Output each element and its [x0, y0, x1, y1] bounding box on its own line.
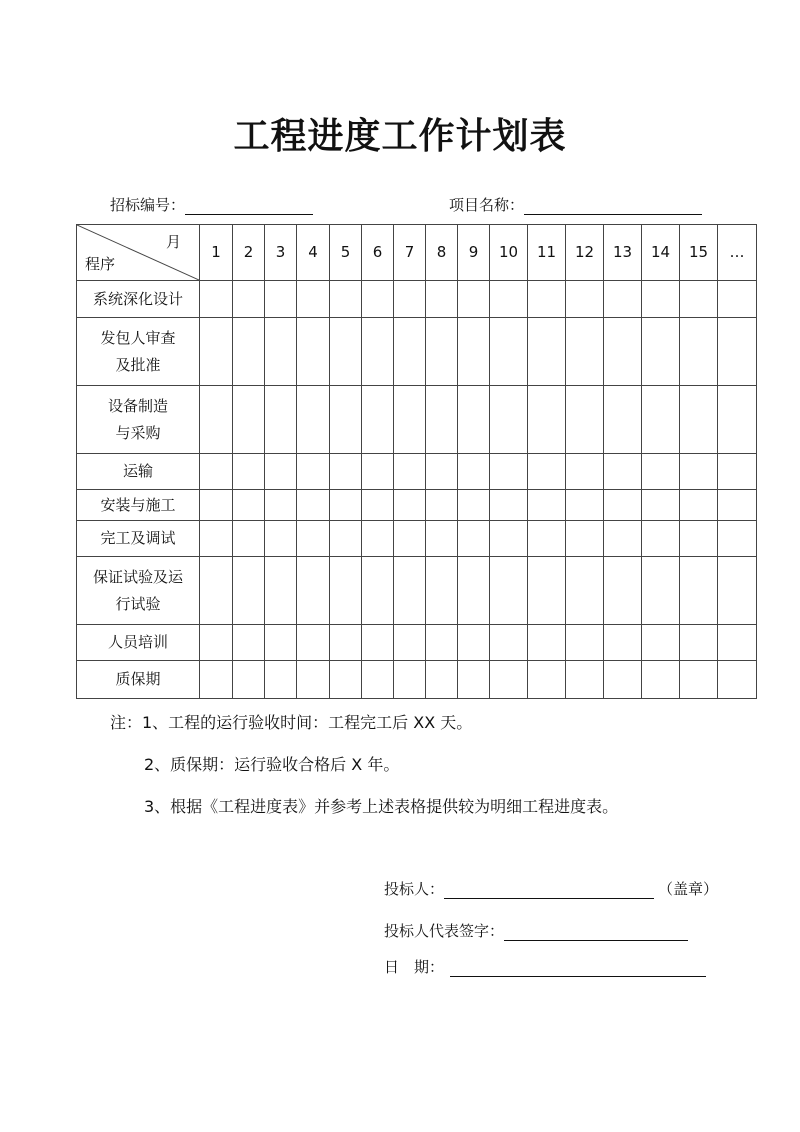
month-header-cell: 11 — [528, 225, 566, 281]
month-header-cell: 14 — [642, 225, 680, 281]
schedule-cell[interactable] — [394, 661, 426, 699]
bid-number-label: 招标编号： — [110, 196, 186, 214]
bidder-label: 投标人： — [384, 880, 445, 898]
bidder-line[interactable] — [444, 880, 654, 899]
page-title: 工程进度工作计划表 — [233, 116, 567, 157]
schedule-cell[interactable] — [528, 281, 566, 318]
month-header-cell: 1 — [200, 225, 233, 281]
schedule-cell[interactable] — [642, 454, 680, 490]
schedule-cell[interactable] — [426, 490, 458, 521]
schedule-cell[interactable] — [490, 318, 528, 386]
schedule-cell[interactable] — [200, 454, 233, 490]
month-header-cell: 13 — [604, 225, 642, 281]
schedule-cell[interactable] — [330, 454, 362, 490]
schedule-cell[interactable] — [490, 490, 528, 521]
schedule-cell[interactable] — [362, 281, 394, 318]
schedule-cell[interactable] — [680, 490, 718, 521]
schedule-cell[interactable] — [680, 661, 718, 699]
schedule-cell[interactable] — [528, 318, 566, 386]
schedule-cell[interactable] — [200, 557, 233, 625]
schedule-cell[interactable] — [604, 281, 642, 318]
table-row — [77, 386, 757, 454]
schedule-cell[interactable] — [297, 625, 330, 661]
schedule-cell[interactable] — [330, 661, 362, 699]
process-label-cell — [77, 661, 200, 699]
header-row — [77, 225, 757, 281]
schedule-cell[interactable] — [642, 557, 680, 625]
representative-line[interactable] — [504, 922, 688, 941]
process-label-line: 完工及调试 — [100, 529, 176, 547]
process-label-line: 及批准 — [115, 355, 161, 374]
schedule-cell[interactable] — [604, 521, 642, 557]
date-line[interactable] — [450, 958, 706, 977]
schedule-cell[interactable] — [528, 557, 566, 625]
schedule-cell[interactable] — [458, 454, 490, 490]
schedule-cell[interactable] — [265, 521, 297, 557]
month-axis-label: 月 — [165, 233, 181, 251]
schedule-cell[interactable] — [566, 386, 604, 454]
process-label-cell — [77, 281, 200, 318]
bidder-field — [384, 878, 718, 899]
schedule-cell[interactable] — [528, 625, 566, 661]
process-label-line: 发包人审查 — [100, 328, 176, 347]
schedule-cell[interactable] — [394, 521, 426, 557]
schedule-cell[interactable] — [490, 661, 528, 699]
month-header-cell: 5 — [330, 225, 362, 281]
schedule-cell[interactable] — [265, 386, 297, 454]
month-header-cell: 10 — [490, 225, 528, 281]
schedule-cell[interactable] — [200, 625, 233, 661]
month-header-cell: … — [718, 225, 757, 281]
schedule-cell[interactable] — [394, 318, 426, 386]
schedule-cell[interactable] — [604, 386, 642, 454]
schedule-cell[interactable] — [394, 281, 426, 318]
schedule-cell[interactable] — [458, 490, 490, 521]
schedule-cell[interactable] — [718, 454, 757, 490]
schedule-cell[interactable] — [265, 281, 297, 318]
schedule-cell[interactable] — [233, 318, 265, 386]
schedule-cell[interactable] — [426, 625, 458, 661]
schedule-cell[interactable] — [458, 521, 490, 557]
schedule-cell[interactable] — [265, 318, 297, 386]
schedule-cell[interactable] — [233, 386, 265, 454]
representative-field — [384, 920, 688, 941]
schedule-cell[interactable] — [394, 557, 426, 625]
schedule-cell[interactable] — [566, 281, 604, 318]
schedule-cell[interactable] — [265, 557, 297, 625]
schedule-cell[interactable] — [642, 625, 680, 661]
process-label-cell — [77, 490, 200, 521]
project-name-label: 项目名称： — [449, 196, 525, 214]
schedule-cell[interactable] — [718, 318, 757, 386]
process-label-cell — [77, 557, 200, 625]
schedule-cell[interactable] — [426, 521, 458, 557]
schedule-cell[interactable] — [458, 661, 490, 699]
schedule-cell[interactable] — [200, 281, 233, 318]
schedule-cell[interactable] — [604, 661, 642, 699]
process-label-line: 质保期 — [115, 670, 161, 688]
schedule-cell[interactable] — [458, 386, 490, 454]
schedule-cell[interactable] — [566, 661, 604, 699]
schedule-cell[interactable] — [362, 490, 394, 521]
schedule-cell[interactable] — [233, 454, 265, 490]
schedule-cell[interactable] — [297, 386, 330, 454]
schedule-cell[interactable] — [233, 661, 265, 699]
schedule-cell[interactable] — [718, 625, 757, 661]
schedule-cell[interactable] — [426, 386, 458, 454]
schedule-cell[interactable] — [718, 281, 757, 318]
note-2: 2、质保期：运行验收合格后 X 年。 — [144, 755, 400, 774]
schedule-cell[interactable] — [265, 625, 297, 661]
schedule-cell[interactable] — [718, 557, 757, 625]
schedule-cell[interactable] — [394, 454, 426, 490]
schedule-cell[interactable] — [362, 521, 394, 557]
schedule-cell[interactable] — [233, 490, 265, 521]
schedule-cell[interactable] — [458, 318, 490, 386]
schedule-cell[interactable] — [362, 625, 394, 661]
schedule-cell[interactable] — [362, 661, 394, 699]
schedule-cell[interactable] — [528, 490, 566, 521]
process-label-cell — [77, 625, 200, 661]
schedule-cell[interactable] — [394, 625, 426, 661]
schedule-cell[interactable] — [297, 281, 330, 318]
schedule-cell[interactable] — [297, 454, 330, 490]
table-row — [77, 318, 757, 386]
schedule-cell[interactable] — [642, 661, 680, 699]
schedule-cell[interactable] — [200, 521, 233, 557]
date-label: 日 期： — [384, 958, 445, 976]
schedule-cell[interactable] — [528, 386, 566, 454]
schedule-cell[interactable] — [330, 521, 362, 557]
schedule-cell[interactable] — [362, 454, 394, 490]
procedure-axis-label: 程序 — [85, 255, 116, 273]
schedule-cell[interactable] — [330, 490, 362, 521]
schedule-cell[interactable] — [265, 490, 297, 521]
schedule-cell[interactable] — [642, 386, 680, 454]
note-3: 3、根据《工程进度表》并参考上述表格提供较为明细工程进度表。 — [144, 797, 619, 816]
process-label-cell — [77, 318, 200, 386]
schedule-cell[interactable] — [426, 557, 458, 625]
schedule-cell[interactable] — [642, 521, 680, 557]
schedule-cell[interactable] — [297, 521, 330, 557]
schedule-cell[interactable] — [680, 454, 718, 490]
schedule-cell[interactable] — [394, 490, 426, 521]
table-row — [77, 661, 757, 699]
month-header-cell: 4 — [297, 225, 330, 281]
schedule-cell[interactable] — [604, 557, 642, 625]
schedule-cell[interactable] — [604, 490, 642, 521]
table-row — [77, 521, 757, 557]
schedule-cell[interactable] — [490, 281, 528, 318]
schedule-cell[interactable] — [680, 521, 718, 557]
schedule-cell[interactable] — [566, 557, 604, 625]
schedule-cell[interactable] — [528, 661, 566, 699]
schedule-cell[interactable] — [458, 625, 490, 661]
schedule-cell[interactable] — [330, 386, 362, 454]
schedule-cell[interactable] — [330, 318, 362, 386]
schedule-cell[interactable] — [265, 454, 297, 490]
schedule-cell[interactable] — [566, 318, 604, 386]
schedule-cell[interactable] — [233, 557, 265, 625]
schedule-cell[interactable] — [718, 490, 757, 521]
schedule-cell[interactable] — [297, 661, 330, 699]
schedule-cell[interactable] — [426, 318, 458, 386]
schedule-cell[interactable] — [566, 521, 604, 557]
month-header-cell: 6 — [362, 225, 394, 281]
project-name-line[interactable] — [524, 196, 702, 215]
schedule-cell[interactable] — [233, 521, 265, 557]
schedule-cell[interactable] — [680, 318, 718, 386]
process-label-line: 安装与施工 — [100, 495, 176, 514]
schedule-cell[interactable] — [528, 454, 566, 490]
schedule-cell[interactable] — [362, 318, 394, 386]
process-label-cell — [77, 386, 200, 454]
table-row — [77, 557, 757, 625]
schedule-cell[interactable] — [566, 490, 604, 521]
month-header-cell: 9 — [458, 225, 490, 281]
schedule-cell[interactable] — [458, 557, 490, 625]
schedule-cell[interactable] — [642, 281, 680, 318]
month-header-cell: 15 — [680, 225, 718, 281]
bid-number-field — [110, 194, 313, 215]
schedule-cell[interactable] — [297, 318, 330, 386]
table-row — [77, 454, 757, 490]
schedule-cell[interactable] — [490, 454, 528, 490]
schedule-cell[interactable] — [200, 318, 233, 386]
schedule-cell[interactable] — [604, 318, 642, 386]
note-1: 注：1、工程的运行验收时间：工程完工后 XX 天。 — [110, 713, 473, 732]
process-label-line: 运输 — [122, 462, 153, 480]
schedule-cell[interactable] — [297, 490, 330, 521]
schedule-cell[interactable] — [566, 625, 604, 661]
schedule-cell[interactable] — [490, 521, 528, 557]
schedule-cell[interactable] — [200, 661, 233, 699]
schedule-table — [76, 224, 757, 699]
schedule-cell[interactable] — [426, 454, 458, 490]
schedule-cell[interactable] — [680, 557, 718, 625]
schedule-cell[interactable] — [490, 386, 528, 454]
process-label-line: 与采购 — [115, 423, 161, 442]
schedule-cell[interactable] — [566, 454, 604, 490]
seal-label: （盖章） — [658, 880, 719, 898]
schedule-cell[interactable] — [330, 625, 362, 661]
schedule-cell[interactable] — [362, 557, 394, 625]
schedule-cell[interactable] — [718, 661, 757, 699]
project-name-field — [449, 194, 702, 215]
process-label-line: 保证试验及运 — [92, 567, 183, 586]
date-field — [384, 956, 706, 977]
month-header-cell: 8 — [426, 225, 458, 281]
schedule-cell[interactable] — [330, 281, 362, 318]
schedule-cell[interactable] — [233, 625, 265, 661]
schedule-cell[interactable] — [458, 281, 490, 318]
schedule-cell[interactable] — [642, 490, 680, 521]
month-header-cell: 2 — [233, 225, 265, 281]
process-label-line: 人员培训 — [107, 633, 168, 651]
schedule-cell[interactable] — [200, 490, 233, 521]
table-row — [77, 281, 757, 318]
schedule-cell[interactable] — [200, 386, 233, 454]
process-label-line: 行试验 — [115, 594, 161, 613]
process-label-cell — [77, 521, 200, 557]
schedule-cell[interactable] — [604, 625, 642, 661]
schedule-cell[interactable] — [362, 386, 394, 454]
schedule-cell[interactable] — [233, 281, 265, 318]
schedule-cell[interactable] — [265, 661, 297, 699]
schedule-cell[interactable] — [642, 318, 680, 386]
process-label-cell — [77, 454, 200, 490]
schedule-cell[interactable] — [718, 521, 757, 557]
schedule-cell[interactable] — [490, 557, 528, 625]
schedule-cell[interactable] — [394, 386, 426, 454]
schedule-cell[interactable] — [490, 625, 528, 661]
bid-number-line[interactable] — [185, 196, 313, 215]
schedule-cell[interactable] — [680, 625, 718, 661]
schedule-cell[interactable] — [330, 557, 362, 625]
process-label-line: 设备制造 — [107, 396, 168, 415]
representative-label: 投标人代表签字： — [384, 922, 505, 940]
table-row — [77, 490, 757, 521]
schedule-cell[interactable] — [528, 521, 566, 557]
schedule-cell[interactable] — [680, 386, 718, 454]
schedule-cell[interactable] — [426, 661, 458, 699]
month-header-cell: 7 — [394, 225, 426, 281]
month-header-cell: 3 — [265, 225, 297, 281]
schedule-cell[interactable] — [604, 454, 642, 490]
corner-header-cell — [77, 225, 200, 281]
schedule-cell[interactable] — [680, 281, 718, 318]
schedule-cell[interactable] — [297, 557, 330, 625]
month-header-cell: 12 — [566, 225, 604, 281]
schedule-cell[interactable] — [426, 281, 458, 318]
schedule-cell[interactable] — [718, 386, 757, 454]
process-label-line: 系统深化设计 — [92, 289, 183, 308]
table-row — [77, 625, 757, 661]
